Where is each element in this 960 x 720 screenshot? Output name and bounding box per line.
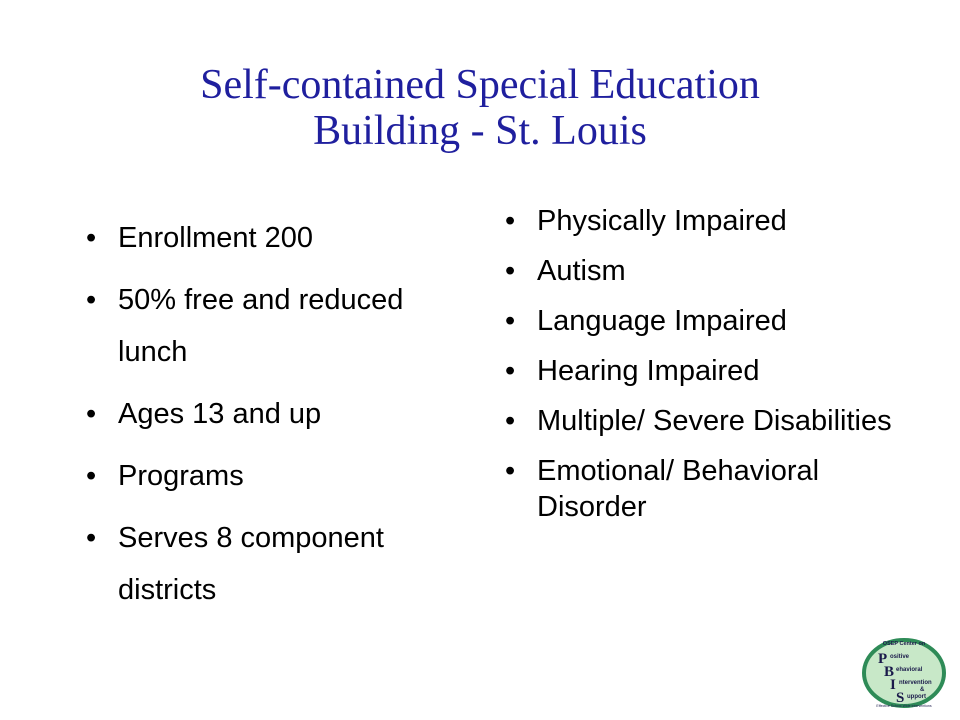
logo-word-positive: ositive [890, 654, 910, 660]
logo-word-intervention: ntervention [899, 680, 932, 686]
bullet-text: 50% free and reduced lunch [118, 284, 404, 368]
slide-title [0, 62, 960, 154]
logo-word-support: upport [907, 694, 926, 700]
logo-header: OSEP Center on [882, 641, 926, 647]
bullet-icon: • [505, 455, 516, 487]
title-line-2: Building - St. Louis [313, 108, 647, 154]
bullet-icon: • [86, 222, 97, 254]
bullet-text: Autism [537, 255, 626, 287]
bullet-text: Language Impaired [537, 305, 787, 337]
left-bullet-list [86, 212, 478, 626]
bullet-item [505, 403, 917, 439]
bullet-text: Programs [118, 460, 244, 492]
bullet-item [86, 450, 478, 502]
bullet-item [505, 353, 917, 389]
bullet-icon: • [505, 305, 516, 337]
logo-letter-s: S [896, 690, 905, 706]
bullet-text: Emotional/ Behavioral Disorder [537, 455, 820, 523]
bullet-item [86, 388, 478, 440]
bullet-text: Ages 13 and up [118, 398, 322, 430]
bullet-item [86, 274, 478, 378]
bullet-text: Serves 8 component districts [118, 522, 384, 606]
bullet-icon: • [86, 284, 97, 316]
bullet-item [505, 303, 917, 339]
bullet-icon: • [505, 255, 516, 287]
pbis-logo [862, 636, 946, 708]
logo-letter-p: P [878, 651, 888, 667]
bullet-icon: • [86, 460, 97, 492]
logo-tagline: Effective School-Wide Interventions [876, 704, 932, 708]
bullet-icon: • [505, 405, 516, 437]
logo-letter-b: B [884, 664, 895, 680]
bullet-icon: • [505, 205, 516, 237]
logo-letter-i: I [890, 677, 896, 693]
bullet-text: Hearing Impaired [537, 355, 760, 387]
bullet-text: Multiple/ Severe Disabilities [537, 405, 892, 437]
right-bullet-list [505, 203, 917, 539]
bullet-item [505, 453, 917, 525]
bullet-item [86, 512, 478, 616]
logo-ampersand: & [920, 687, 925, 693]
bullet-icon: • [86, 522, 97, 554]
logo-word-behavioral: ehavioral [896, 667, 923, 673]
bullet-item [505, 203, 917, 239]
bullet-item [86, 212, 478, 264]
bullet-text: Enrollment 200 [118, 222, 314, 254]
bullet-icon: • [86, 398, 97, 430]
bullet-text: Physically Impaired [537, 205, 787, 237]
bullet-item [505, 253, 917, 289]
bullet-icon: • [505, 355, 516, 387]
title-line-1: Self-contained Special Education [200, 62, 760, 108]
